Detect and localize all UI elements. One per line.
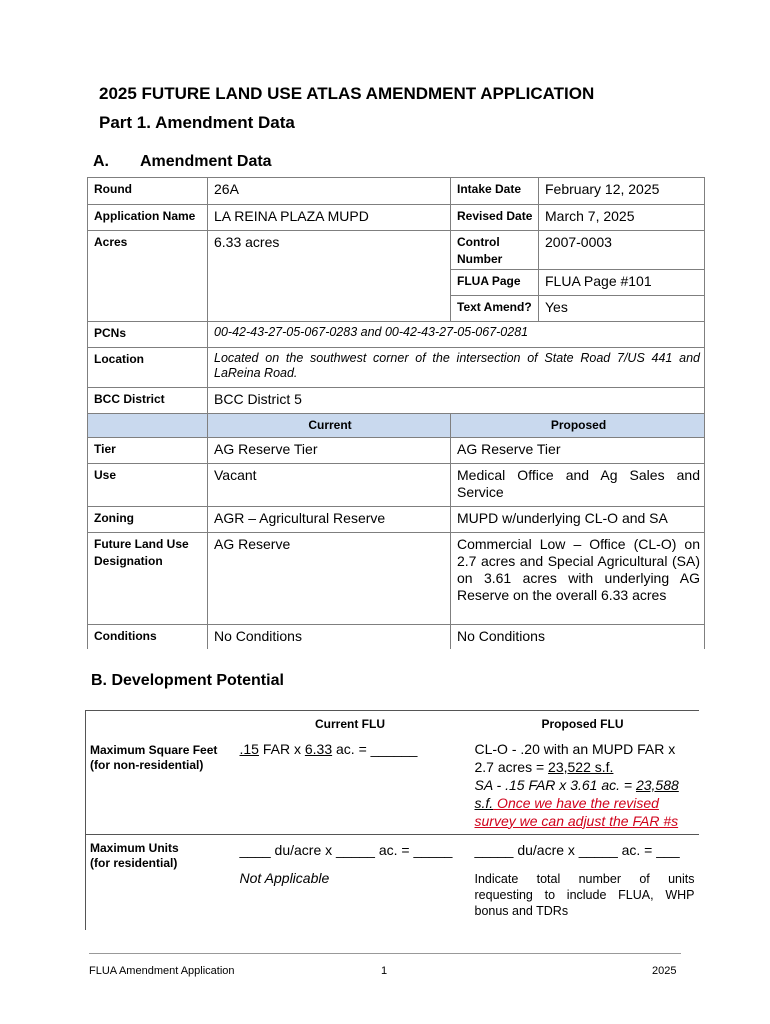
part-heading: Part 1. Amendment Data: [99, 113, 295, 132]
max-sqft-label-line2: (for non-residential): [90, 757, 204, 772]
not-applicable: Not Applicable: [239, 870, 330, 886]
max-units-label: [86, 835, 234, 930]
use-current: Vacant: [208, 464, 451, 507]
footer-divider: [89, 953, 681, 954]
max-units-proposed: [467, 835, 699, 930]
section-a-title: Amendment Data: [140, 153, 272, 170]
flua-page-value: FLUA Page #101: [539, 270, 705, 296]
pcns-label: PCNs: [88, 322, 208, 348]
pcns-value: 00-42-43-27-05-067-0283 and 00-42-43-27-05-067-0281: [208, 322, 705, 348]
clo-result: 23,522 s.f.: [548, 758, 614, 775]
max-units-label-line1: Maximum Units: [90, 841, 179, 855]
page-number: 1: [381, 965, 388, 977]
max-sqft-current: [234, 737, 467, 835]
current-flu-header: Current FLU: [234, 711, 467, 737]
proposed-flu-header: Proposed FLU: [467, 711, 699, 737]
acres-value: 6.33 acres: [208, 231, 451, 322]
flua-page-label: FLUA Page: [451, 270, 539, 296]
footer-year: 2025: [652, 965, 677, 977]
units-proposed-note: Indicate total number of units requesting to include FLUA, WHP bonus and TDRs: [474, 872, 695, 918]
header-blank: [88, 414, 208, 438]
sqft-blank: ac. = ______: [332, 740, 418, 757]
dev-header-blank: [86, 711, 234, 737]
max-sqft-proposed: [467, 737, 699, 835]
round-value: 26A: [208, 178, 451, 205]
intake-date-value: February 12, 2025: [539, 178, 705, 205]
revised-date-value: March 7, 2025: [539, 205, 705, 231]
section-a-letter: A.: [93, 153, 109, 170]
max-units-current: [234, 835, 467, 930]
conditions-current: No Conditions: [208, 625, 451, 649]
control-number-label: Control Number: [451, 231, 539, 270]
zoning-proposed: MUPD w/underlying CL-O and SA: [451, 507, 705, 533]
application-name-label: Application Name: [88, 205, 208, 231]
bcc-district-label: BCC District: [88, 388, 208, 414]
flu-proposed: Commercial Low – Office (CL-O) on 2.7 acres and Special Agricultural (SA) on 3.61 acres with underlying AG Reserve on the overall 6.33 acres: [451, 533, 705, 625]
conditions-label: Conditions: [88, 625, 208, 649]
flu-current: AG Reserve: [208, 533, 451, 625]
development-potential-table: [85, 710, 699, 930]
sa-result: 23,588 s.f.: [474, 776, 679, 811]
current-header: Current: [208, 414, 451, 438]
intake-date-label: Intake Date: [451, 178, 539, 205]
tier-label: Tier: [88, 438, 208, 464]
application-name-value: LA REINA PLAZA MUPD: [208, 205, 451, 231]
proposed-header: Proposed: [451, 414, 705, 438]
text-amend-value: Yes: [539, 296, 705, 322]
location-value: Located on the southwest corner of the intersection of State Road 7/US 441 and LaReina Road.: [208, 348, 705, 388]
document-title: 2025 FUTURE LAND USE ATLAS AMENDMENT APPLICATION: [99, 84, 595, 103]
acres-label: Acres: [88, 231, 208, 322]
max-sqft-label-line1: Maximum Square Feet: [90, 742, 218, 757]
use-proposed: Medical Office and Ag Sales and Service: [451, 464, 705, 507]
location-label: Location: [88, 348, 208, 388]
footer-title: FLUA Amendment Application: [89, 965, 235, 977]
far-text: FAR x: [258, 740, 305, 757]
zoning-label: Zoning: [88, 507, 208, 533]
round-label: Round: [88, 178, 208, 205]
flu-designation-label: Future Land Use Designation: [88, 533, 208, 625]
units-current-formula: ____ du/acre x _____ ac. = _____: [239, 842, 453, 858]
control-number-value: 2007-0003: [539, 231, 705, 270]
section-b-title: B. Development Potential: [91, 672, 284, 689]
bcc-district-value: BCC District 5: [208, 388, 705, 414]
far-value: .15: [239, 740, 259, 757]
clo-calc: CL-O - .20 with an MUPD FAR x 2.7 acres =: [474, 740, 676, 775]
zoning-current: AGR – Agricultural Reserve: [208, 507, 451, 533]
tier-proposed: AG Reserve Tier: [451, 438, 705, 464]
use-label: Use: [88, 464, 208, 507]
text-amend-label: Text Amend?: [451, 296, 539, 322]
amendment-data-table: [87, 177, 705, 649]
max-sqft-label: [86, 737, 234, 835]
units-proposed-formula: _____ du/acre x _____ ac. = ___: [474, 842, 680, 858]
revised-survey-note: Once we have the revised survey we can adjust the FAR #s: [474, 794, 679, 829]
tier-current: AG Reserve Tier: [208, 438, 451, 464]
conditions-proposed: No Conditions: [451, 625, 705, 649]
max-units-label-line2: (for residential): [90, 856, 178, 870]
sa-calc: SA - .15 FAR x 3.61 ac. =: [474, 776, 636, 793]
acres-value-dev: 6.33: [304, 740, 333, 757]
revised-date-label: Revised Date: [451, 205, 539, 231]
